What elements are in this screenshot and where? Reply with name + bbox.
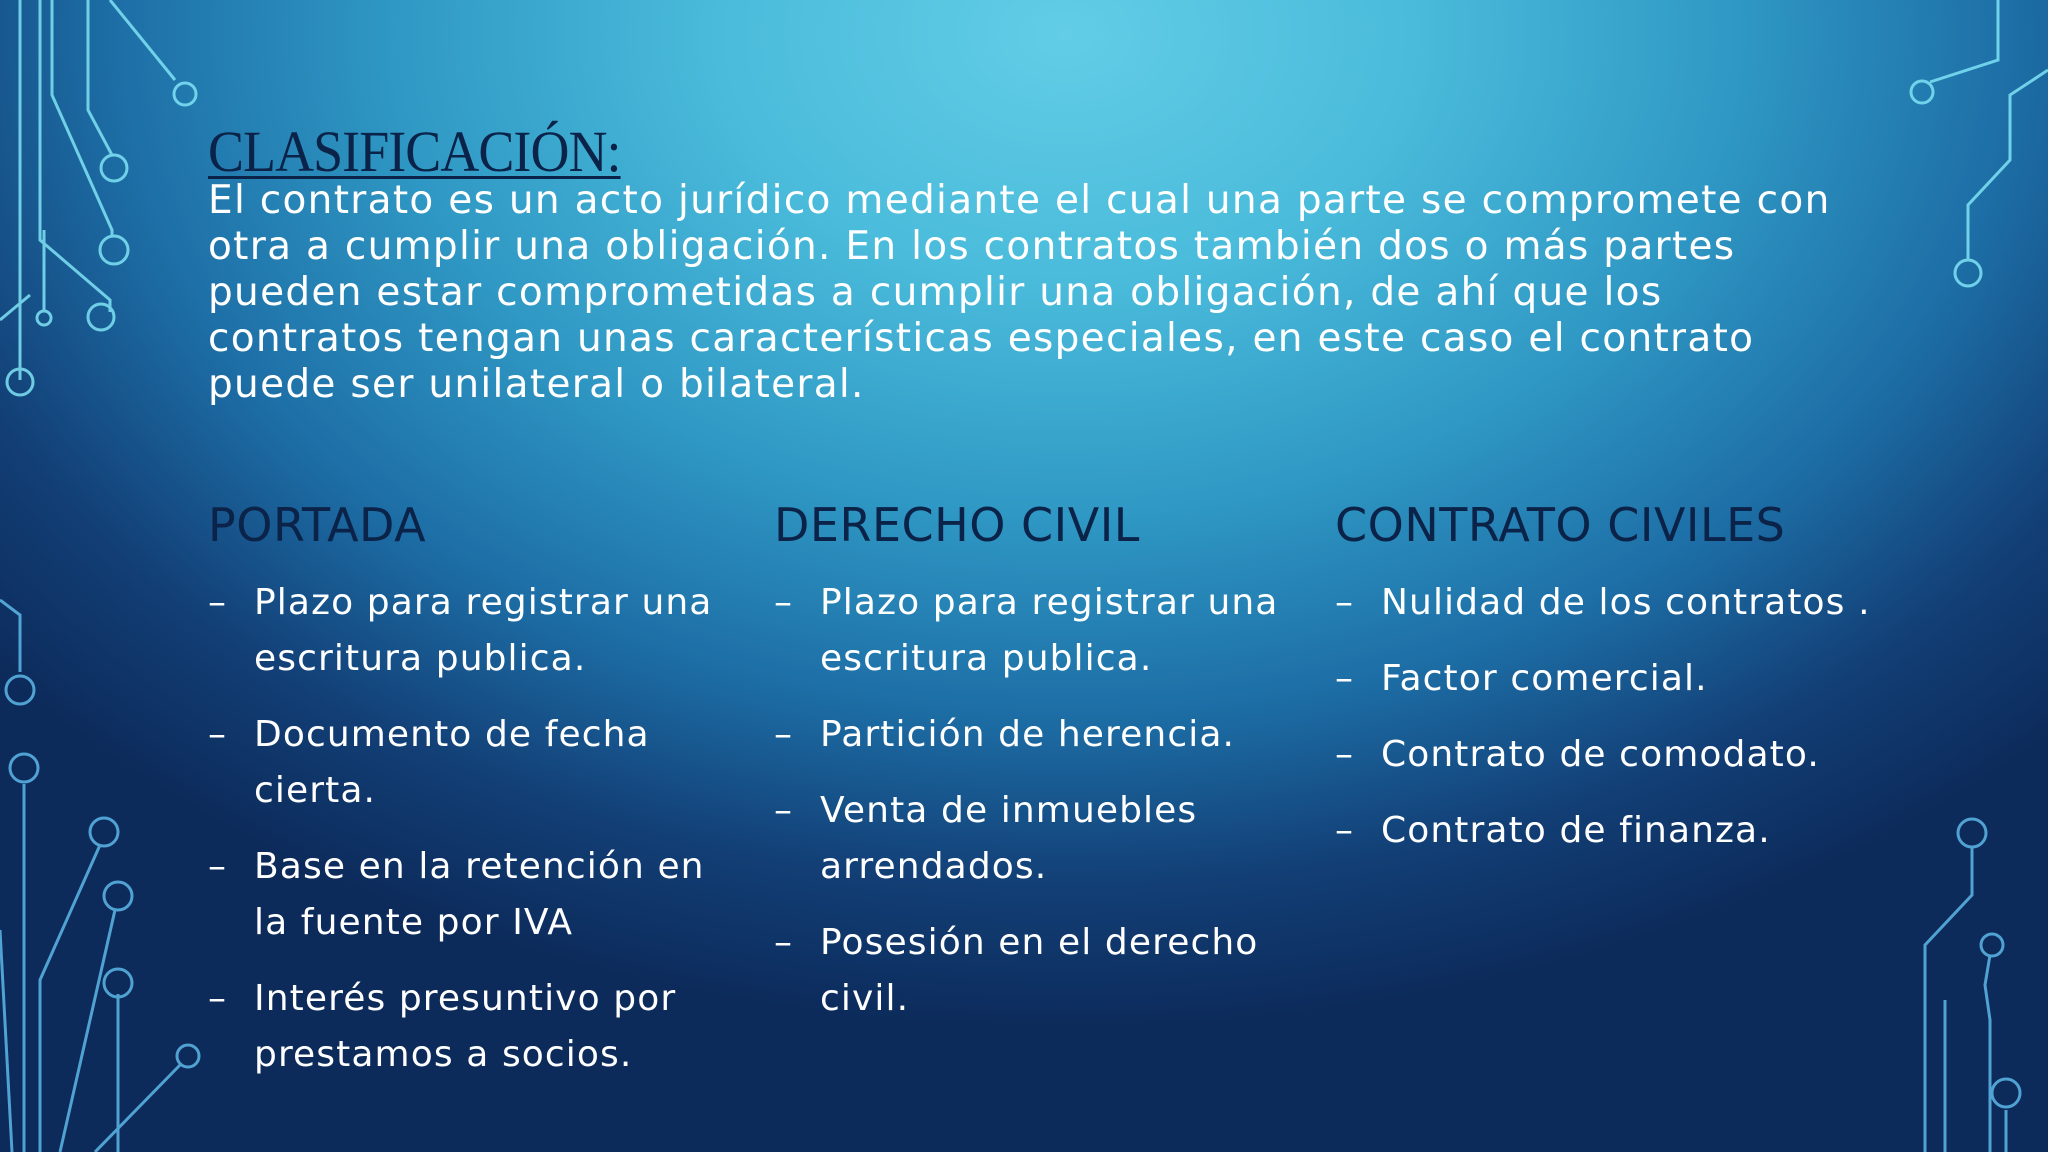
list-item <box>1335 651 1895 707</box>
column-heading: DERECHO CIVIL <box>774 498 1140 552</box>
list-item-text: Partición de herencia. <box>820 714 1236 755</box>
list-item-text: Plazo para registrar una escritura publica. <box>820 582 1279 679</box>
list-item-text: Interés presuntivo por prestamos a socios. <box>254 978 677 1075</box>
list-item <box>1335 575 1895 631</box>
list-item <box>774 575 1294 687</box>
circuit-top-left <box>0 0 196 395</box>
list-item-text: Contrato de comodato. <box>1381 734 1820 775</box>
bullet-list <box>208 575 728 1083</box>
bullet-dash: – <box>774 714 794 755</box>
bullet-dash: – <box>1335 658 1355 699</box>
bullet-dash: – <box>1335 734 1355 775</box>
bullet-dash: – <box>774 582 794 623</box>
bullet-list <box>1335 575 1895 859</box>
list-item-text: Documento de fecha cierta. <box>254 714 650 811</box>
list-item <box>774 915 1294 1027</box>
list-item <box>208 839 728 951</box>
list-item-text: Plazo para registrar una escritura publica. <box>254 582 713 679</box>
list-item <box>774 783 1294 895</box>
list-item-text: Contrato de finanza. <box>1381 810 1771 851</box>
bullet-list <box>774 575 1294 1027</box>
list-item <box>208 575 728 687</box>
list-item-text: Venta de inmuebles arrendados. <box>820 790 1198 887</box>
bullet-dash: – <box>1335 810 1355 851</box>
bullet-dash: – <box>1335 582 1355 623</box>
circuit-bottom-left <box>0 600 199 1152</box>
slide-title: CLASIFICACIÓN: <box>208 119 621 184</box>
bullet-dash: – <box>208 978 228 1019</box>
list-item <box>1335 727 1895 783</box>
list-item <box>208 707 728 819</box>
intro-paragraph: El contrato es un acto jurídico mediante el cual una parte se compromete con otra a cumplir una obligación. En los contratos también dos o más partes pueden estar comprometidas a cumplir una obligación, de ahí que los contratos tengan unas características especiales, en este caso el contrato puede ser unilateral o bilateral. <box>208 178 1831 407</box>
list-item <box>1335 803 1895 859</box>
list-item-text: Posesión en el derecho civil. <box>820 922 1259 1019</box>
bullet-dash: – <box>208 714 228 755</box>
bullet-dash: – <box>774 790 794 831</box>
bullet-dash: – <box>208 846 228 887</box>
list-item <box>208 971 728 1083</box>
circuit-bottom-right <box>1925 819 2020 1152</box>
list-item-text: Nulidad de los contratos . <box>1381 582 1871 623</box>
list-item-text: Base en la retención en la fuente por IVA <box>254 846 705 943</box>
bullet-dash: – <box>208 582 228 623</box>
column-portada <box>208 495 728 1103</box>
list-item <box>774 707 1294 763</box>
column-heading: PORTADA <box>208 498 427 552</box>
circuit-top-right <box>1911 0 2048 286</box>
list-item-text: Factor comercial. <box>1381 658 1708 699</box>
column-contrato-civiles <box>1335 495 1895 879</box>
bullet-dash: – <box>774 922 794 963</box>
column-heading: CONTRATO CIVILES <box>1335 498 1786 552</box>
column-derecho-civil <box>774 495 1294 1047</box>
